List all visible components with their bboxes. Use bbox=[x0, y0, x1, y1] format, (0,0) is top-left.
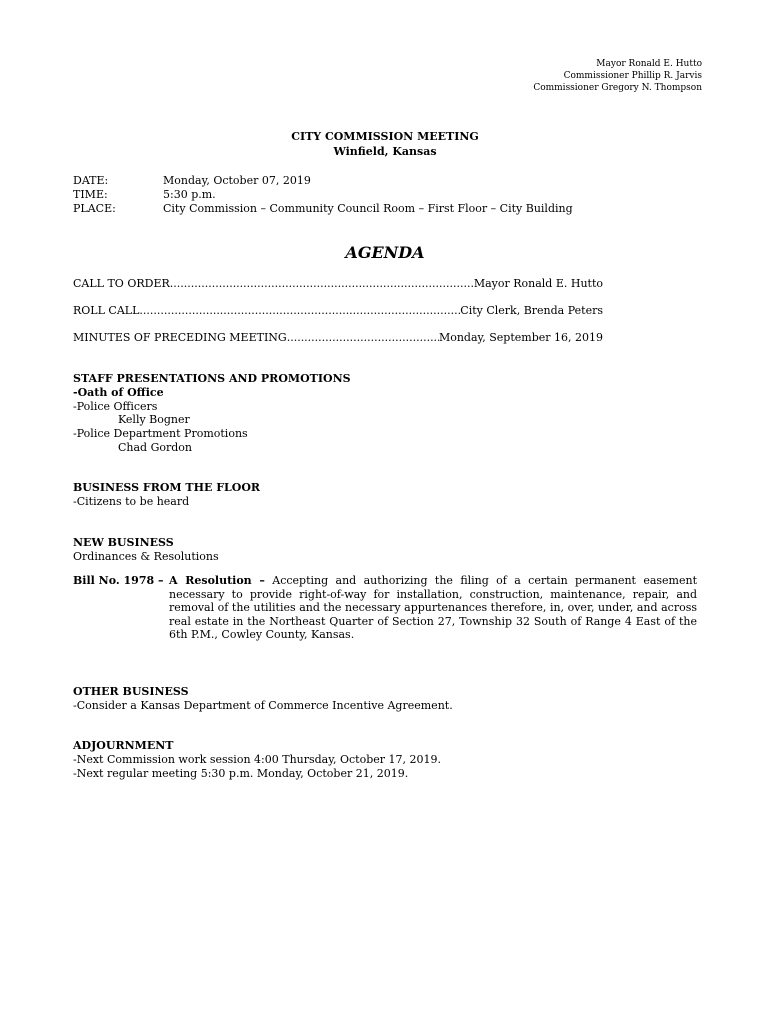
other-business-heading: OTHER BUSINESS bbox=[73, 685, 189, 698]
meeting-location: Winfield, Kansas bbox=[333, 145, 437, 158]
next-regular-meeting: -Next regular meeting 5:30 p.m. Monday, October 21, 2019. bbox=[73, 767, 409, 780]
call-to-order-row bbox=[73, 277, 603, 291]
call-to-order-value: Mayor Ronald E. Hutto bbox=[473, 277, 603, 290]
leader-dots bbox=[139, 304, 460, 318]
date-value: Monday, October 07, 2019 bbox=[163, 174, 311, 187]
call-to-order-label: CALL TO ORDER bbox=[73, 277, 170, 290]
roll-call-row bbox=[73, 304, 603, 318]
commissioner-jarvis: Commissioner Phillip R. Jarvis bbox=[563, 71, 702, 81]
leader-dots bbox=[170, 277, 474, 291]
place-value: City Commission – Community Council Room – First Floor – City Building bbox=[163, 202, 573, 215]
police-officers: -Police Officers bbox=[73, 400, 158, 413]
bill-description bbox=[73, 574, 697, 642]
staff-heading: STAFF PRESENTATIONS AND PROMOTIONS bbox=[73, 372, 351, 385]
oath-of-office: -Oath of Office bbox=[73, 386, 164, 399]
minutes-row bbox=[73, 331, 603, 345]
floor-heading: BUSINESS FROM THE FLOOR bbox=[73, 481, 261, 494]
meeting-title: CITY COMMISSION MEETING bbox=[291, 130, 479, 143]
police-promotions: -Police Department Promotions bbox=[73, 427, 248, 440]
roll-call-label: ROLL CALL bbox=[73, 304, 140, 317]
minutes-value: Monday, September 16, 2019 bbox=[438, 331, 603, 344]
adjournment-heading: ADJOURNMENT bbox=[73, 739, 174, 752]
date-label: DATE: bbox=[73, 174, 109, 187]
minutes-label: MINUTES OF PRECEDING MEETING bbox=[73, 331, 287, 344]
bill-1978 bbox=[73, 574, 697, 642]
bill-text: Accepting and authorizing the filing of a certain permanent easement necessary to provide right-of-way for installation, construction, maintenance, repair, and removal of the utilities and the necessary appurtenances therefore, in, over, under, and across real estate in the Northeast Quarter of Section 27, Township 32 South of Range 4 East of the 6th P.M., Cowley County, Kansas. bbox=[169, 574, 697, 641]
roll-call-value: City Clerk, Brenda Peters bbox=[460, 304, 603, 317]
citizens-heard: -Citizens to be heard bbox=[73, 495, 190, 508]
time-label: TIME: bbox=[73, 188, 108, 201]
leader-dots bbox=[287, 331, 439, 345]
commission-members bbox=[533, 58, 702, 94]
place-label: PLACE: bbox=[73, 202, 116, 215]
commissioner-thompson: Commissioner Gregory N. Thompson bbox=[533, 83, 702, 93]
mayor-name: Mayor Ronald E. Hutto bbox=[596, 59, 702, 69]
incentive-agreement: -Consider a Kansas Department of Commerce Incentive Agreement. bbox=[73, 699, 453, 712]
promoted-name: Chad Gordon bbox=[118, 441, 193, 454]
time-value: 5:30 p.m. bbox=[163, 188, 216, 201]
ordinances-resolutions: Ordinances & Resolutions bbox=[73, 550, 219, 563]
bill-number: Bill No. 1978 – bbox=[73, 574, 164, 587]
officer-name: Kelly Bogner bbox=[118, 413, 190, 426]
next-work-session: -Next Commission work session 4:00 Thursday, October 17, 2019. bbox=[73, 753, 441, 766]
new-business-heading: NEW BUSINESS bbox=[73, 536, 174, 549]
agenda-title: AGENDA bbox=[345, 243, 425, 262]
bill-title: A Resolution – bbox=[169, 574, 265, 587]
